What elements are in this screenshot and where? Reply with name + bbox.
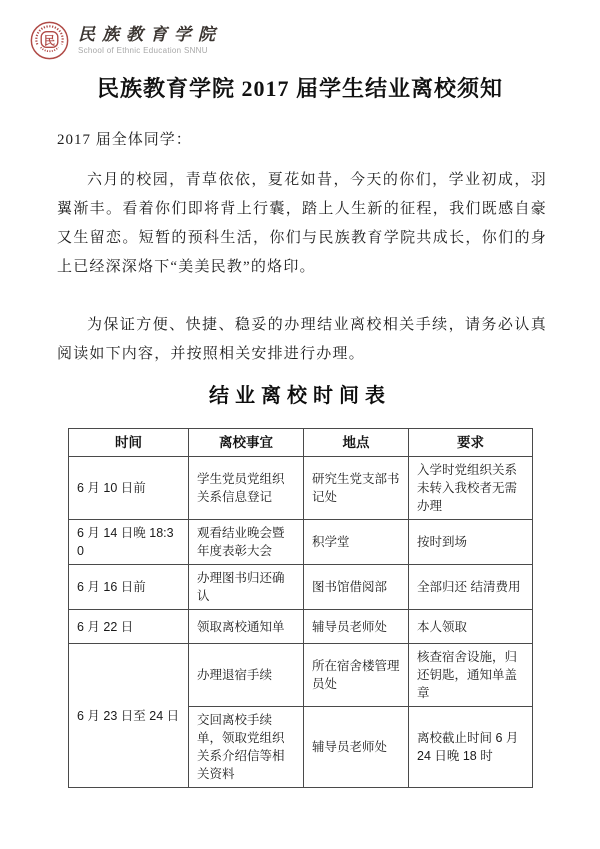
column-header-time: 时间: [69, 429, 189, 457]
req-cell: 按时到场: [409, 520, 533, 565]
req-cell: 入学时党组织关系未转入我校者无需办理: [409, 457, 533, 520]
place-cell: 辅导员老师处: [304, 610, 409, 644]
org-name-english: School of Ethnic Education SNNU: [78, 46, 208, 55]
logo-block: [30, 21, 222, 60]
column-header-place: 地点: [304, 429, 409, 457]
table-row: [69, 610, 533, 644]
place-cell: 积学堂: [304, 520, 409, 565]
departure-timetable: [68, 428, 533, 788]
place-cell: 研究生党支部书记处: [304, 457, 409, 520]
org-name-block: [78, 25, 222, 56]
time-cell-merged: 6 月 23 日至 24 日: [69, 644, 189, 788]
task-cell: 办理退宿手续: [189, 644, 304, 707]
timetable-title: 结业离校时间表: [209, 385, 391, 407]
time-cell: 6 月 16 日前: [69, 565, 189, 610]
time-cell: 6 月 22 日: [69, 610, 189, 644]
place-cell: 所在宿舍楼管理员处: [304, 644, 409, 707]
req-cell: 全部归还 结清费用: [409, 565, 533, 610]
table-row: [69, 644, 533, 707]
page-title: 民族教育学院 2017 届学生结业离校须知: [96, 76, 503, 101]
salutation: 2017 届全体同学：: [57, 132, 192, 148]
time-cell: 6 月 14 日晚 18:30: [69, 520, 189, 565]
time-cell: 6 月 10 日前: [69, 457, 189, 520]
seal-center-character: 民: [43, 35, 56, 48]
column-header-req: 要求: [409, 429, 533, 457]
paragraph-intro: 六月的校园，青草依依，夏花如昔，今天的你们，学业初成，羽翼渐丰。看着你们即将背上行囊，踏上人生新的征程，我们既感自豪又生留恋。短暂的预科生活，你们与民族教育学院共成长，你们的身上已经深深烙下“美美民教”的烙印。: [57, 172, 547, 275]
column-header-task: 离校事宜: [189, 429, 304, 457]
place-cell: 辅导员老师处: [304, 707, 409, 788]
org-name-chinese: 民族教育学院: [78, 25, 222, 44]
place-cell: 图书馆借阅部: [304, 565, 409, 610]
paragraph-instruction: 为保证方便、快捷、稳妥的办理结业离校相关手续，请务必认真阅读如下内容，并按照相关安排进行办理。: [57, 317, 547, 362]
task-cell: 观看结业晚会暨年度表彰大会: [189, 520, 304, 565]
req-cell: 本人领取: [409, 610, 533, 644]
req-cell: 核查宿舍设施，归还钥匙，通知单盖章: [409, 644, 533, 707]
req-cell: 离校截止时间 6 月 24 日晚 18 时: [409, 707, 533, 788]
table-row: [69, 565, 533, 610]
task-cell: 学生党员党组织关系信息登记: [189, 457, 304, 520]
table-row: [69, 457, 533, 520]
school-seal-icon: [30, 21, 69, 60]
table-row: [69, 520, 533, 565]
task-cell: 领取离校通知单: [189, 610, 304, 644]
task-cell: 交回离校手续单，领取党组织关系介绍信等相关资料: [189, 707, 304, 788]
table-header-row: [69, 429, 533, 457]
task-cell: 办理图书归还确认: [189, 565, 304, 610]
